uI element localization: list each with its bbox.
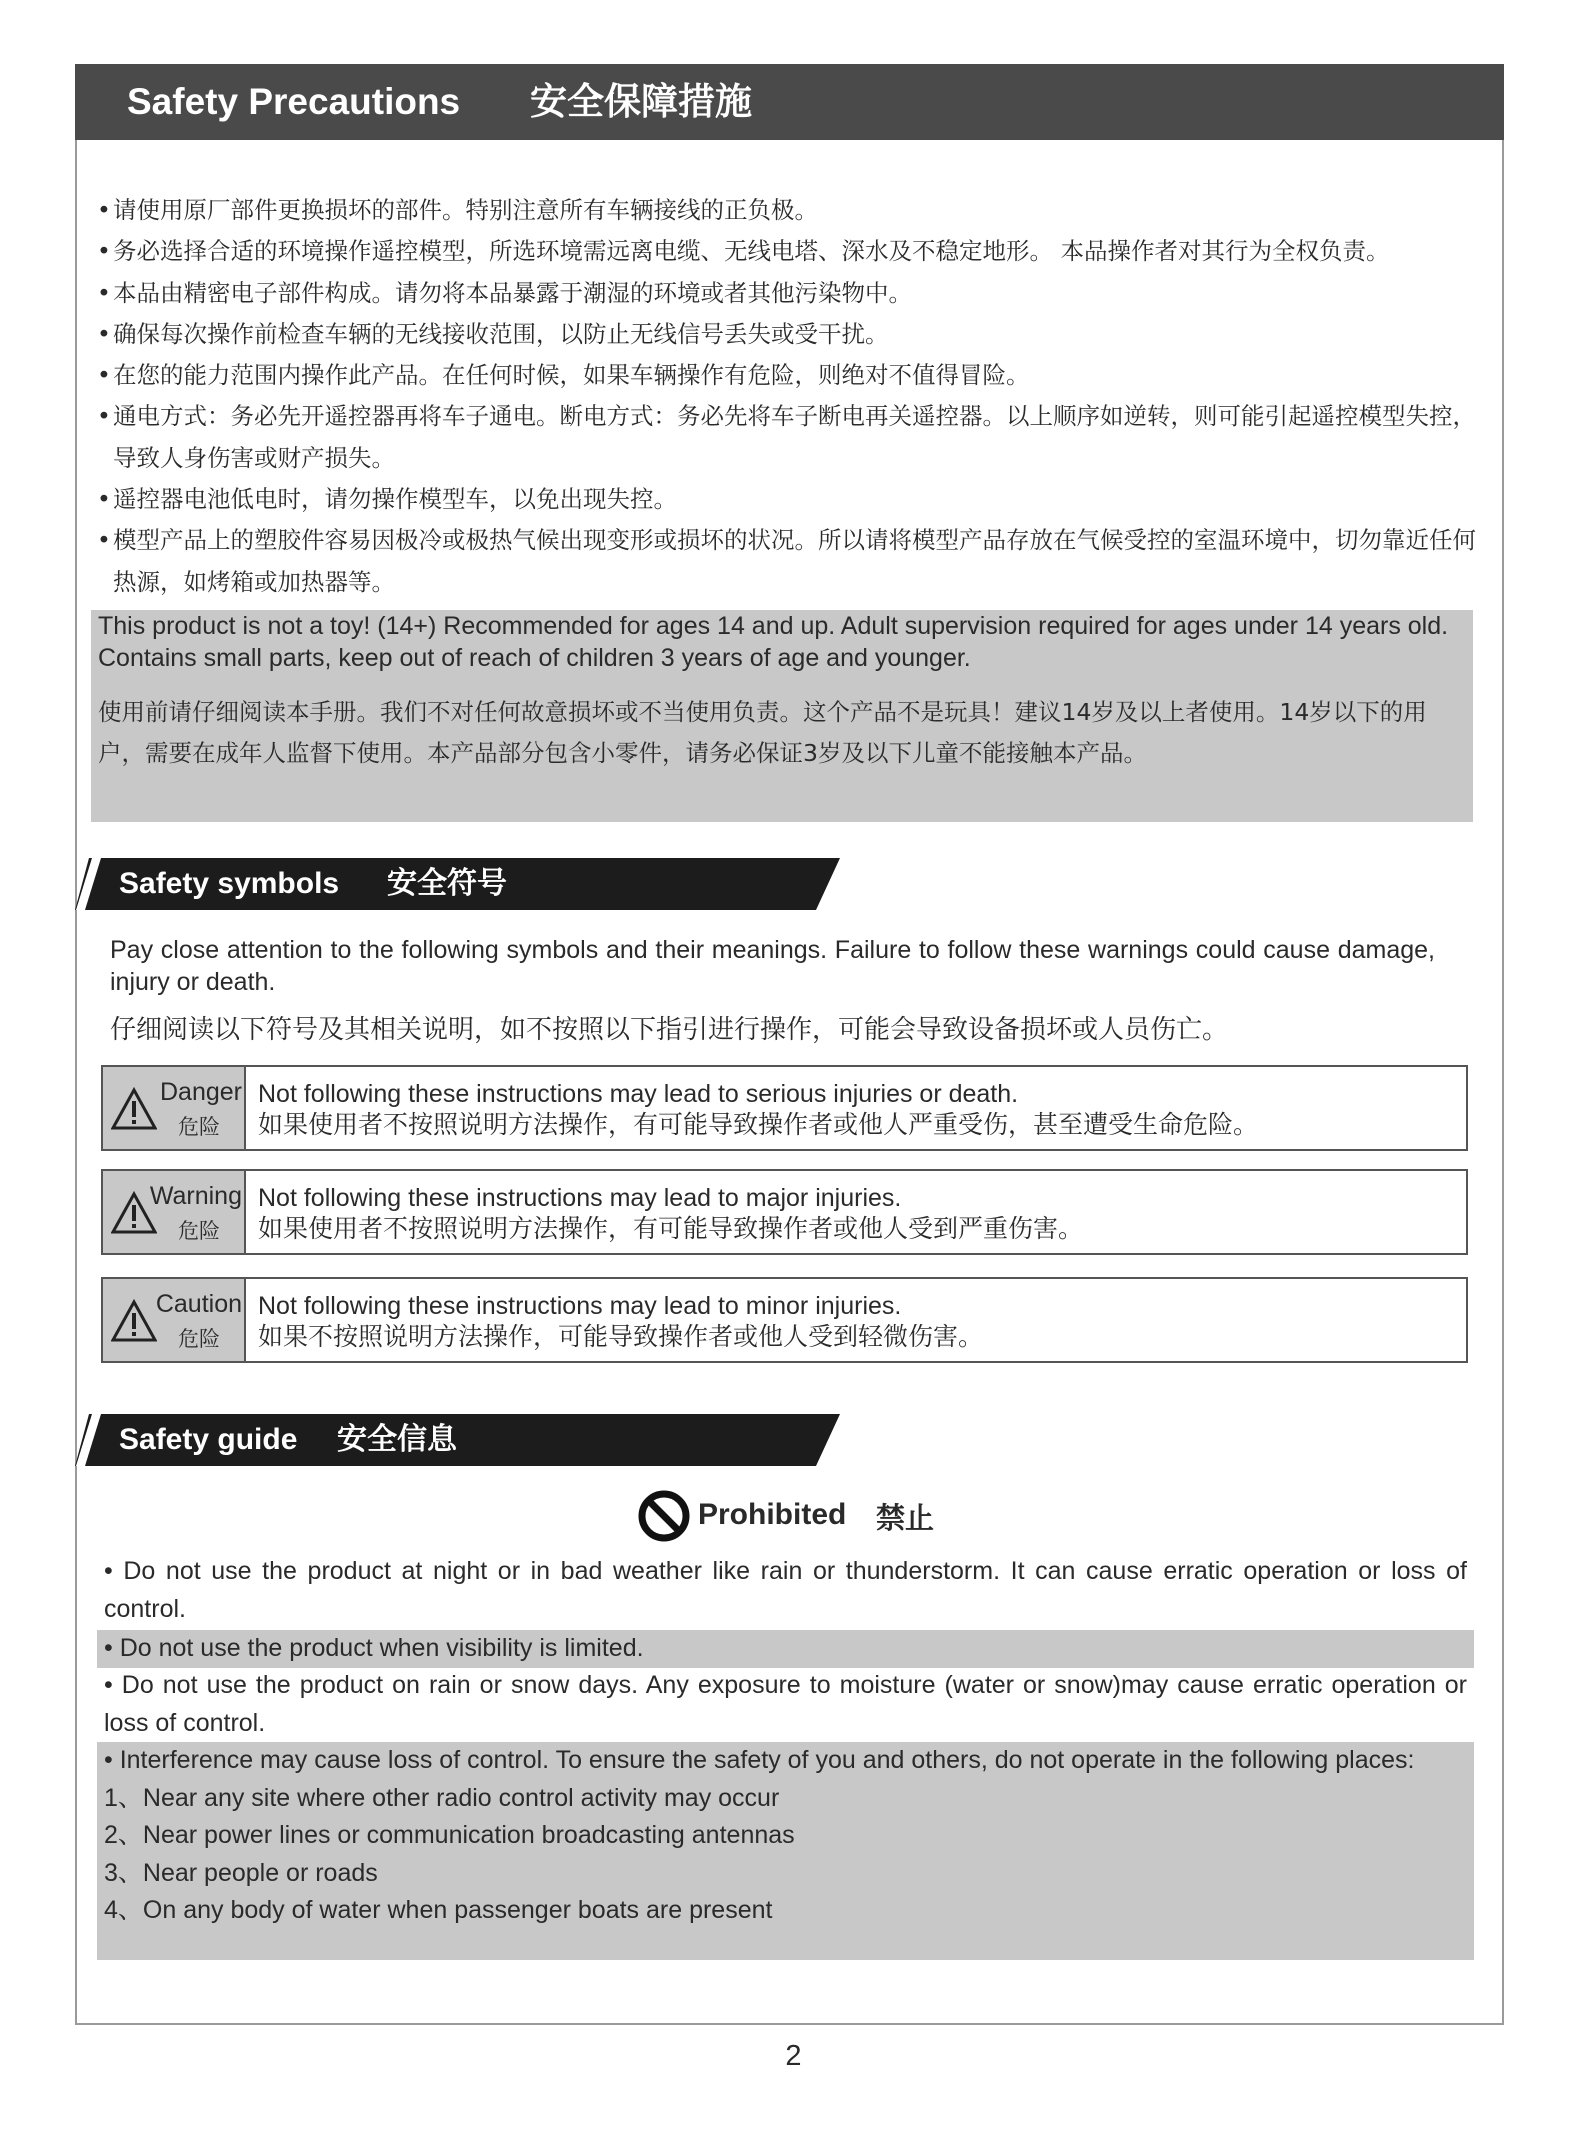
guide-item — [97, 1553, 1474, 1628]
guide-item-text: • Interference may cause loss of control. To ensure the safety of you and others, do not operate in the following places: — [104, 1746, 1415, 1774]
list-item: • 确保每次操作前检查车辆的无线接收范围，以防止无线信号丢失或受干扰。 — [97, 314, 1492, 355]
prohibited-icon — [638, 1490, 690, 1542]
guide-item-text: • Do not use the product on rain or snow days. Any exposure to moisture (water or snow)may cause erratic operation or loss of control. — [104, 1671, 1467, 1737]
guide-item-text: • Do not use the product at night or in bad weather like rain or thunderstorm. It can cause erratic operation or loss of control. — [104, 1557, 1467, 1623]
danger-symbol-box — [101, 1065, 1468, 1151]
section-title-en: Safety guide — [119, 1423, 298, 1456]
symbol-text-en: Not following these instructions may lead to minor injuries. — [258, 1292, 902, 1320]
list-item: 3、Near people or roads — [104, 1858, 378, 1887]
list-item: • 请使用原厂部件更换损坏的部件。特别注意所有车辆接线的正负极。 — [97, 190, 1492, 231]
list-item: 1、Near any site where other radio control activity may occur — [104, 1783, 780, 1812]
age-notice-box — [91, 610, 1473, 822]
warning-symbol-box — [101, 1169, 1468, 1255]
symbol-description — [258, 1291, 983, 1353]
guide-item — [97, 1630, 1474, 1668]
list-item: 2、Near power lines or communication broadcasting antennas — [104, 1821, 795, 1849]
symbol-text-en: Not following these instructions may lead to major injuries. — [258, 1184, 902, 1212]
list-item: • 通电方式：务必先开遥控器再将车子通电。断电方式：务必先将车子断电再关遥控器。以上顺序如逆转，则可能引起遥控模型失控，导致人身伤害或财产损失。 — [97, 396, 1492, 479]
symbol-label-en: Caution — [155, 1290, 242, 1318]
list-item: • 在您的能力范围内操作此产品。在任何时候，如果车辆操作有危险，则绝对不值得冒险。 — [97, 355, 1492, 396]
page-title-en: Safety Precautions — [127, 81, 461, 122]
caution-symbol-box — [101, 1277, 1468, 1363]
symbol-text-zh: 如果使用者不按照说明方法操作，有可能导致操作者或他人受到严重伤害。 — [258, 1214, 1084, 1243]
section-title-zh: 安全信息 — [337, 1422, 457, 1457]
list-item: • 务必选择合适的环境操作遥控模型，所选环境需远离电缆、无线电塔、深水及不稳定地形。 本品操作者对其行为全权负责。 — [97, 231, 1492, 272]
symbol-label-en: Warning — [149, 1182, 242, 1210]
symbol-label-cell — [103, 1067, 246, 1149]
section-title-en: Safety symbols — [119, 867, 340, 900]
symbol-label-zh: 危险 — [178, 1115, 220, 1139]
symbols-intro-en: Pay close attention to the following symbols and their meanings. Failure to follow these warnings could cause damage, injury or death. — [110, 936, 1435, 996]
guide-item — [97, 1667, 1474, 1742]
guide-item-interference — [97, 1742, 1474, 1960]
age-notice-zh: 使用前请仔细阅读本手册。我们不对任何故意损坏或不当使用负责。这个产品不是玩具！建议14岁及以上者使用。14岁以下的用户，需要在成年人监督下使用。本产品部分包含小零件，请务必保证3岁及以下儿童不能接触本产品。 — [98, 698, 1427, 767]
age-notice-en: This product is not a toy! (14+) Recommended for ages 14 and up. Adult supervision required for ages under 14 years old. Contains small parts, keep out of reach of children 3 years of age and younger. — [98, 612, 1449, 672]
list-item: 4、On any body of water when passenger boats are present — [104, 1896, 773, 1924]
symbol-description — [258, 1079, 1258, 1141]
symbol-text-en: Not following these instructions may lead to serious injuries or death. — [258, 1080, 1019, 1108]
list-item: • 模型产品上的塑胶件容易因极冷或极热气候出现变形或损坏的状况。所以请将模型产品存放在气候受控的室温环境中，切勿靠近任何热源，如烤箱或加热器等。 — [97, 520, 1492, 603]
section-title-zh: 安全符号 — [387, 866, 507, 901]
guide-item-text: • Do not use the product when visibility is limited. — [104, 1634, 644, 1662]
page-number: 2 — [785, 2040, 802, 2072]
symbol-label-zh: 危险 — [178, 1327, 220, 1351]
symbol-text-zh: 如果不按照说明方法操作，可能导致操作者或他人受到轻微伤害。 — [258, 1322, 984, 1351]
safety-guide-header — [75, 1414, 840, 1466]
symbol-text-zh: 如果使用者不按照说明方法操作，有可能导致操作者或他人严重受伤，甚至遭受生命危险。 — [258, 1110, 1259, 1139]
list-item: • 本品由精密电子部件构成。请勿将本品暴露于潮湿的环境或者其他污染物中。 — [97, 273, 1492, 314]
safety-symbols-header — [75, 858, 840, 910]
symbol-label-zh: 危险 — [178, 1219, 220, 1243]
symbol-description — [258, 1183, 1083, 1245]
symbols-intro-zh: 仔细阅读以下符号及其相关说明，如不按照以下指引进行操作，可能会导致设备损坏或人员伤亡。 — [110, 1015, 1229, 1045]
prohibited-label-zh: 禁止 — [876, 1501, 935, 1535]
symbol-label-en: Danger — [160, 1078, 242, 1106]
warning-triangle-icon — [111, 1299, 157, 1343]
symbol-label-cell — [103, 1279, 246, 1361]
list-item: • 遥控器电池低电时，请勿操作模型车，以免出现失控。 — [97, 479, 1492, 520]
symbol-label-cell — [103, 1171, 246, 1253]
precautions-list — [97, 190, 1492, 603]
prohibited-label-en: Prohibited — [698, 1498, 847, 1531]
page-header-bar — [75, 64, 1504, 140]
page-title-zh: 安全保障措施 — [530, 80, 752, 123]
warning-triangle-icon — [111, 1087, 157, 1131]
